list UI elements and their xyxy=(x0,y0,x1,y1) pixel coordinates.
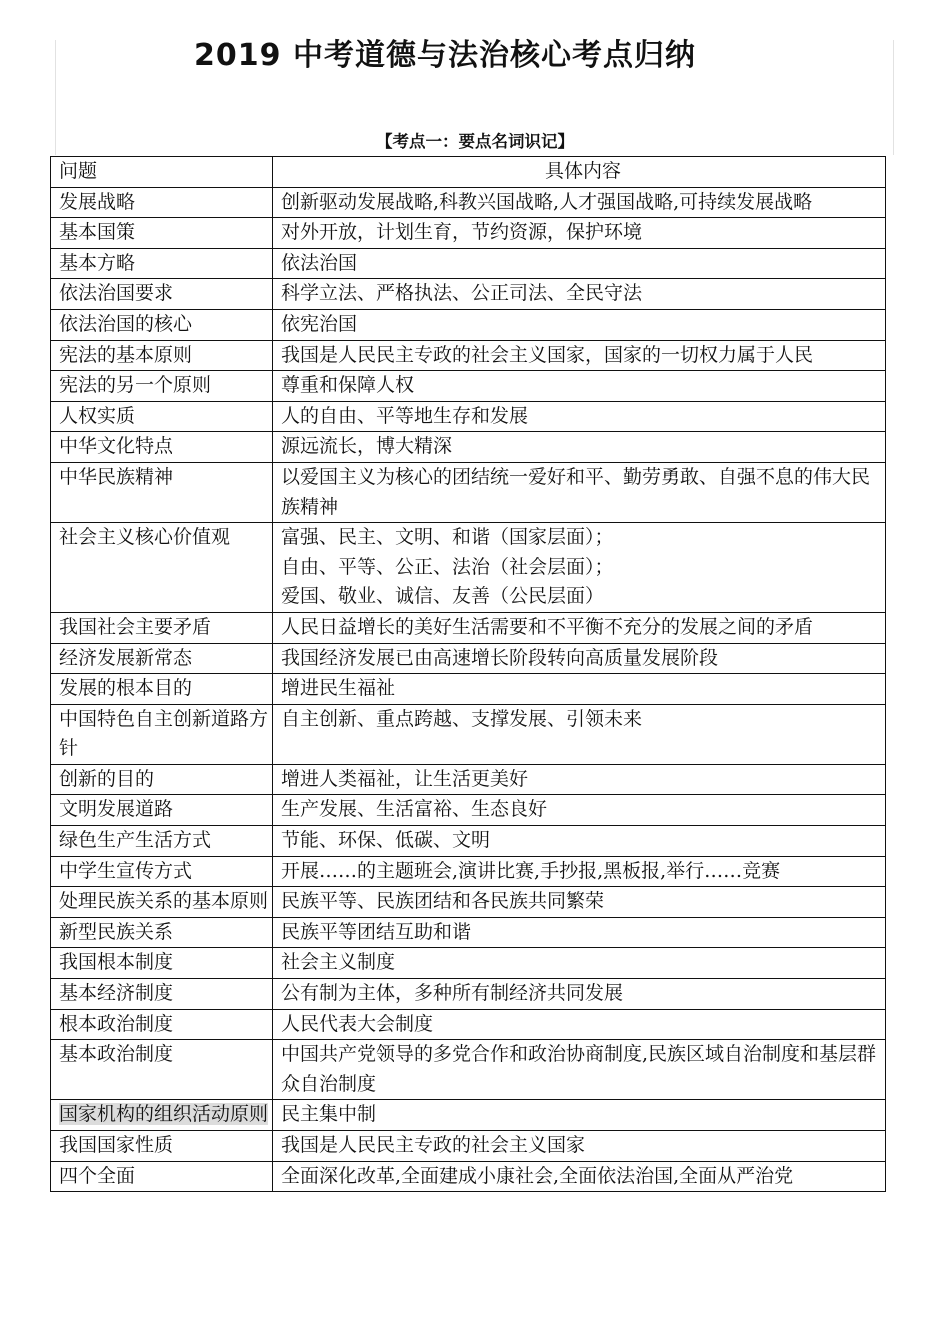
row-content: 中国共产党领导的多党合作和政治协商制度,民族区域自治制度和基层群众自治制度 xyxy=(273,1040,886,1100)
row-content: 增进民生福祉 xyxy=(273,674,886,705)
table-row xyxy=(51,643,886,674)
row-content xyxy=(273,523,886,613)
table-row xyxy=(51,917,886,948)
row-question xyxy=(51,1100,273,1131)
row-question: 四个全面 xyxy=(51,1161,273,1192)
table-row xyxy=(51,218,886,249)
content-line: 爱国、敬业、诚信、友善（公民层面） xyxy=(281,585,605,608)
row-question: 我国社会主要矛盾 xyxy=(51,612,273,643)
content-line: 富强、民主、文明、和谐（国家层面）； xyxy=(281,526,614,549)
row-content: 以爱国主义为核心的团结统一爱好和平、勤劳勇敢、自强不息的伟大民族精神 xyxy=(273,462,886,522)
table-row xyxy=(51,1131,886,1162)
row-content: 节能、环保、低碳、文明 xyxy=(273,826,886,857)
row-content: 民族平等团结互助和谐 xyxy=(273,917,886,948)
table-body xyxy=(51,187,886,1192)
row-question: 文明发展道路 xyxy=(51,795,273,826)
table-row xyxy=(51,248,886,279)
row-content: 生产发展、生活富裕、生态良好 xyxy=(273,795,886,826)
row-content: 我国是人民民主专政的社会主义国家 xyxy=(273,1131,886,1162)
row-question: 中华民族精神 xyxy=(51,462,273,522)
row-question: 基本政治制度 xyxy=(51,1040,273,1100)
table-header-row xyxy=(51,157,886,188)
highlighted-question-text: 国家机构的组织活动原则 xyxy=(59,1103,269,1126)
table-row xyxy=(51,401,886,432)
header-question: 问题 xyxy=(51,157,273,188)
row-question: 基本经济制度 xyxy=(51,979,273,1010)
row-content: 人民日益增长的美好生活需要和不平衡不充分的发展之间的矛盾 xyxy=(273,612,886,643)
row-question: 依法治国要求 xyxy=(51,279,273,310)
row-content: 对外开放，计划生育，节约资源，保护环境 xyxy=(273,218,886,249)
table-row xyxy=(51,704,886,764)
table-row xyxy=(51,1040,886,1100)
row-content: 源远流长，博大精深 xyxy=(273,432,886,463)
row-content: 开展……的主题班会,演讲比赛,手抄报,黑板报,举行……竞赛 xyxy=(273,856,886,887)
row-question: 社会主义核心价值观 xyxy=(51,523,273,613)
table-row xyxy=(51,432,886,463)
row-question: 宪法的基本原则 xyxy=(51,340,273,371)
document-title: 2019 中考道德与法治核心考点归纳 xyxy=(194,38,696,73)
table-row xyxy=(51,187,886,218)
row-question: 处理民族关系的基本原则 xyxy=(51,887,273,918)
row-question: 基本方略 xyxy=(51,248,273,279)
row-content: 尊重和保障人权 xyxy=(273,371,886,402)
row-question: 依法治国的核心 xyxy=(51,309,273,340)
key-terms-table xyxy=(50,156,886,1192)
row-question: 中学生宣传方式 xyxy=(51,856,273,887)
header-content: 具体内容 xyxy=(273,157,886,188)
table-row xyxy=(51,279,886,310)
row-content: 我国经济发展已由高速增长阶段转向高质量发展阶段 xyxy=(273,643,886,674)
row-question: 发展的根本目的 xyxy=(51,674,273,705)
row-content: 人民代表大会制度 xyxy=(273,1009,886,1040)
content-line: 自由、平等、公正、法治（社会层面）； xyxy=(281,555,614,578)
row-question: 经济发展新常态 xyxy=(51,643,273,674)
row-question: 创新的目的 xyxy=(51,764,273,795)
row-question: 宪法的另一个原则 xyxy=(51,371,273,402)
row-question: 发展战略 xyxy=(51,187,273,218)
row-content: 自主创新、重点跨越、支撑发展、引领未来 xyxy=(273,704,886,764)
table-row xyxy=(51,462,886,522)
table-row xyxy=(51,1161,886,1192)
table-row xyxy=(51,371,886,402)
table-row xyxy=(51,948,886,979)
table-row xyxy=(51,826,886,857)
row-question: 我国根本制度 xyxy=(51,948,273,979)
row-question: 人权实质 xyxy=(51,401,273,432)
section-heading: 【考点一：要点名词识记】 xyxy=(376,132,574,151)
row-question: 中华文化特点 xyxy=(51,432,273,463)
table-row xyxy=(51,856,886,887)
table-row xyxy=(51,1100,886,1131)
row-content: 依宪治国 xyxy=(273,309,886,340)
table-row xyxy=(51,309,886,340)
table-row xyxy=(51,795,886,826)
table-row xyxy=(51,612,886,643)
table-row xyxy=(51,764,886,795)
row-content: 依法治国 xyxy=(273,248,886,279)
row-content: 创新驱动发展战略,科教兴国战略,人才强国战略,可持续发展战略 xyxy=(273,187,886,218)
row-question: 我国国家性质 xyxy=(51,1131,273,1162)
table-row xyxy=(51,1009,886,1040)
row-content: 增进人类福祉，让生活更美好 xyxy=(273,764,886,795)
row-question: 中国特色自主创新道路方针 xyxy=(51,704,273,764)
row-content: 全面深化改革,全面建成小康社会,全面依法治国,全面从严治党 xyxy=(273,1161,886,1192)
table-row xyxy=(51,979,886,1010)
row-content: 公有制为主体，多种所有制经济共同发展 xyxy=(273,979,886,1010)
table-row xyxy=(51,523,886,613)
table-row xyxy=(51,340,886,371)
row-content: 科学立法、严格执法、公正司法、全民守法 xyxy=(273,279,886,310)
row-content: 民族平等、民族团结和各民族共同繁荣 xyxy=(273,887,886,918)
row-question: 根本政治制度 xyxy=(51,1009,273,1040)
row-content: 民主集中制 xyxy=(273,1100,886,1131)
row-question: 新型民族关系 xyxy=(51,917,273,948)
row-content: 我国是人民民主专政的社会主义国家，国家的一切权力属于人民 xyxy=(273,340,886,371)
row-question: 绿色生产生活方式 xyxy=(51,826,273,857)
table-row xyxy=(51,887,886,918)
row-content: 社会主义制度 xyxy=(273,948,886,979)
row-content: 人的自由、平等地生存和发展 xyxy=(273,401,886,432)
row-question: 基本国策 xyxy=(51,218,273,249)
table-row xyxy=(51,674,886,705)
